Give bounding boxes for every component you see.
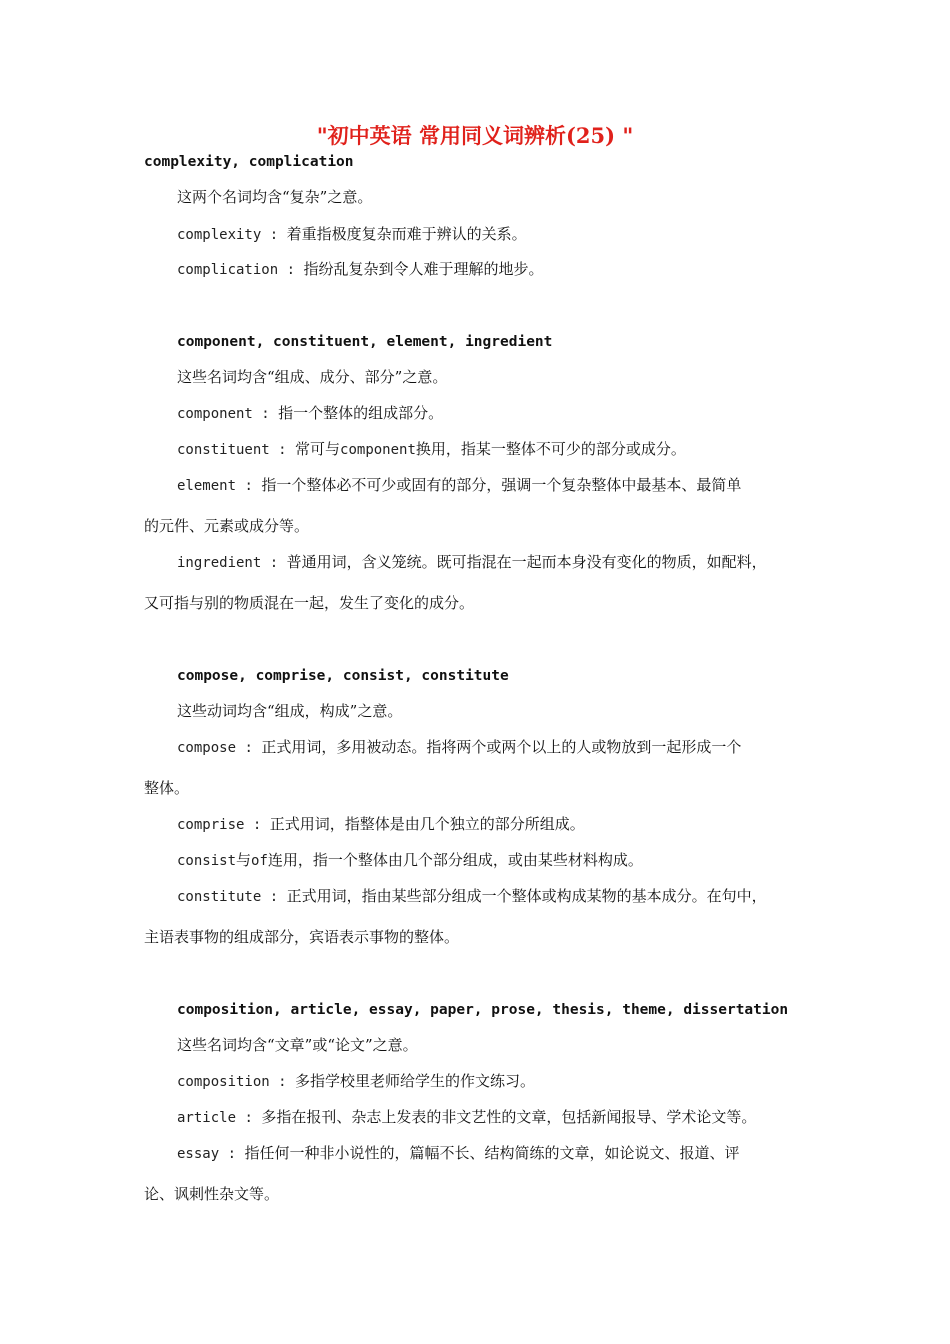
definition-continuation: 论、讽刺性杂文等。 <box>144 1185 280 1203</box>
definition-text: 着重指极度复杂而难于辨认的关系。 <box>286 225 527 243</box>
separator: : <box>236 1110 262 1126</box>
definition-text: 常可与 <box>295 440 341 458</box>
term: compose <box>177 740 237 756</box>
separator: : <box>244 817 270 833</box>
section-intro: 这两个名词均含“复杂”之意。 <box>177 188 373 206</box>
definition-line <box>177 814 585 835</box>
term: complication <box>177 262 279 278</box>
page-title: "初中英语 常用同义词辨析(25) " <box>316 123 634 148</box>
separator: : <box>278 262 304 278</box>
definition-line <box>177 259 543 280</box>
definition-text: 多指在报刊、杂志上发表的非文艺性的文章，包括新闻报导、学术论文等。 <box>261 1108 757 1126</box>
definition-text: 指一个整体的组成部分。 <box>278 404 444 422</box>
definition-text: 指一个整体必不可少或固有的部分，强调一个复杂整体中最基本、最简单 <box>261 476 742 494</box>
separator: : <box>269 1074 296 1090</box>
separator: : <box>236 740 262 756</box>
section-heading-complexity: complexity, complication <box>144 154 354 170</box>
term: article <box>177 1110 237 1126</box>
definition-text: 多指学校里老师给学生的作文练习。 <box>295 1072 536 1090</box>
definition-text: 正式用词，指由某些部分组成一个整体或构成某物的基本成分。在句中， <box>286 887 767 905</box>
term: composition <box>177 1074 270 1090</box>
definition-text: 换用，指某一整体不可少的部分或成分。 <box>415 440 686 458</box>
term: essay <box>177 1146 220 1162</box>
separator: : <box>252 406 279 422</box>
separator: : <box>269 442 296 458</box>
term: element <box>177 478 237 494</box>
definition-continuation: 的元件、元素或成分等。 <box>144 517 310 535</box>
section-heading-compose: compose, comprise, consist, constitute <box>177 668 509 684</box>
section-intro: 这些名词均含“文章”或“论文”之意。 <box>177 1036 418 1054</box>
definition-text: 正式用词，多用被动态。指将两个或两个以上的人或物放到一起形成一个 <box>261 738 742 756</box>
section-heading-component: component, constituent, element, ingredient <box>177 334 553 350</box>
section-intro: 这些动词均含“组成，构成”之意。 <box>177 702 403 720</box>
definition-line <box>177 1071 535 1092</box>
definition-line <box>177 1143 739 1164</box>
definition-continuation: 整体。 <box>144 779 190 797</box>
section-intro: 这些名词均含“组成、成分、部分”之意。 <box>177 368 448 386</box>
definition-line <box>177 850 643 871</box>
term: complexity <box>177 227 262 243</box>
separator: : <box>236 478 262 494</box>
term: ingredient <box>177 555 262 571</box>
separator: : <box>219 1146 245 1162</box>
term: constituent <box>177 442 270 458</box>
term: comprise <box>177 817 245 833</box>
definition-line <box>177 403 443 424</box>
definition-text: 连用，指一个整体由几个部分组成，或由某些材料构成。 <box>267 851 643 869</box>
definition-text: 指任何一种非小说性的，篇幅不长、结构简练的文章，如论说文、报道、评 <box>244 1144 740 1162</box>
inline-term: component <box>340 442 416 458</box>
definition-line <box>177 886 767 907</box>
term: component <box>177 406 253 422</box>
definition-text: 正式用词，指整体是由几个独立的部分所组成。 <box>269 815 585 833</box>
term: consist <box>177 853 237 869</box>
separator: : <box>261 889 287 905</box>
definition-line <box>177 1107 756 1128</box>
definition-text: 普通用词，含义笼统。既可指混在一起而本身没有变化的物质，如配料， <box>286 553 767 571</box>
definition-line <box>177 224 527 245</box>
definition-line <box>177 439 686 460</box>
separator: : <box>261 555 287 571</box>
definition-text: 与 <box>236 851 252 869</box>
definition-line <box>177 737 741 758</box>
definition-line <box>177 475 741 496</box>
definition-continuation: 主语表事物的组成部分，宾语表示事物的整体。 <box>144 928 460 946</box>
inline-term: of <box>251 853 268 869</box>
definition-text: 指纷乱复杂到令人难于理解的地步。 <box>303 260 544 278</box>
definition-continuation: 又可指与别的物质混在一起，发生了变化的成分。 <box>144 594 475 612</box>
separator: : <box>261 227 287 243</box>
section-heading-composition: composition, article, essay, paper, prose, thesis, theme, dissertation <box>177 1002 789 1018</box>
definition-line <box>177 552 767 573</box>
term: constitute <box>177 889 262 905</box>
